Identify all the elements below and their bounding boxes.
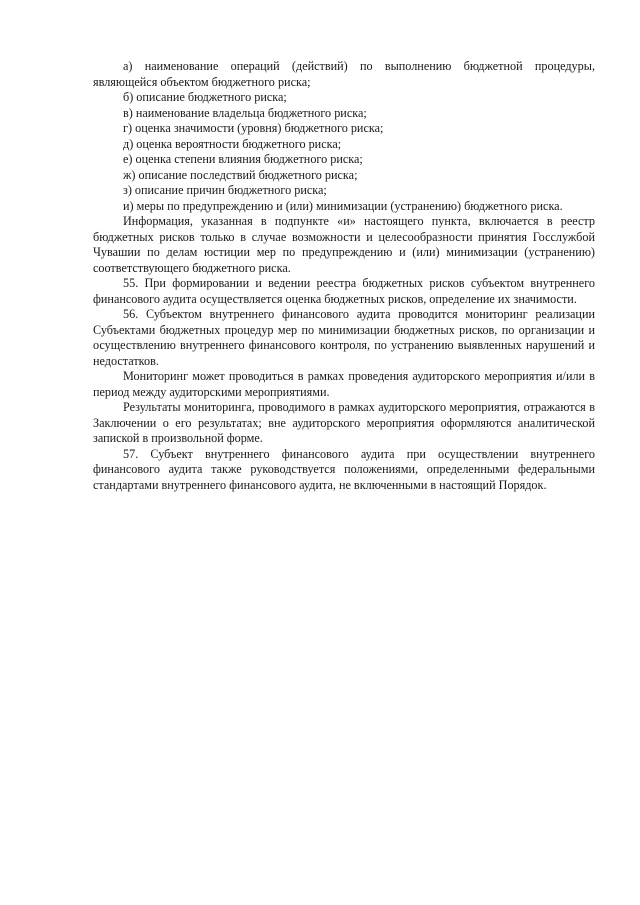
- list-item-e: е) оценка степени влияния бюджетного риска;: [123, 152, 363, 166]
- list-item-z: з) описание причин бюджетного риска;: [123, 183, 327, 197]
- list-item-g: г) оценка значимости (уровня) бюджетного риска;: [123, 121, 384, 135]
- list-item-zh: ж) описание последствий бюджетного риска;: [123, 167, 358, 182]
- list-item-d: д) оценка вероятности бюджетного риска;: [123, 136, 342, 151]
- monitoring-results-paragraph: Результаты мониторинга, проводимого в рамках аудиторского мероприятия, отражаются в Заключении о его результатах; вне аудиторского мероприятия оформляются аналитической запиской в произвольной форме.: [93, 400, 595, 445]
- clause-56: 56. Субъектом внутреннего финансового аудита проводится мониторинг реализации Субъектами бюджетных процедур мер по минимизации бюджетных рисков, по организации и осуществлению внутреннего финансового контроля, по устранению выявленных нарушений и недостатков.: [93, 307, 595, 368]
- monitoring-paragraph: Мониторинг может проводиться в рамках проведения аудиторского мероприятия и/или в период между аудиторскими мероприятиями.: [93, 369, 595, 399]
- list-item-b: б) описание бюджетного риска;: [123, 90, 287, 104]
- list-item-i: и) меры по предупреждению и (или) минимизации (устранению) бюджетного риска.: [123, 198, 563, 213]
- clause-55: 55. При формировании и ведении реестра бюджетных рисков субъектом внутреннего финансового аудита осуществляется оценка бюджетных рисков, определение их значимости.: [93, 276, 595, 306]
- document-body: [93, 59, 595, 493]
- list-item-a: а) наименование операций (действий) по выполнению бюджетной процедуры, являющейся объектом бюджетного риска;: [93, 59, 595, 89]
- info-paragraph: Информация, указанная в подпункте «и» настоящего пункта, включается в реестр бюджетных рисков только в случае возможности и целесообразности принятия Госслужбой Чувашии по делам юстиции мер по предупреждению и (или) минимизации (устранению) соответствующего бюджетного риска.: [93, 214, 595, 275]
- clause-57: 57. Субъект внутреннего финансового аудита при осуществлении внутреннего финансового аудита также руководствуется положениями, определенными федеральными стандартами внутреннего финансового аудита, не включенными в настоящий Порядок.: [93, 446, 595, 492]
- list-item-v: в) наименование владельца бюджетного риска;: [123, 105, 367, 120]
